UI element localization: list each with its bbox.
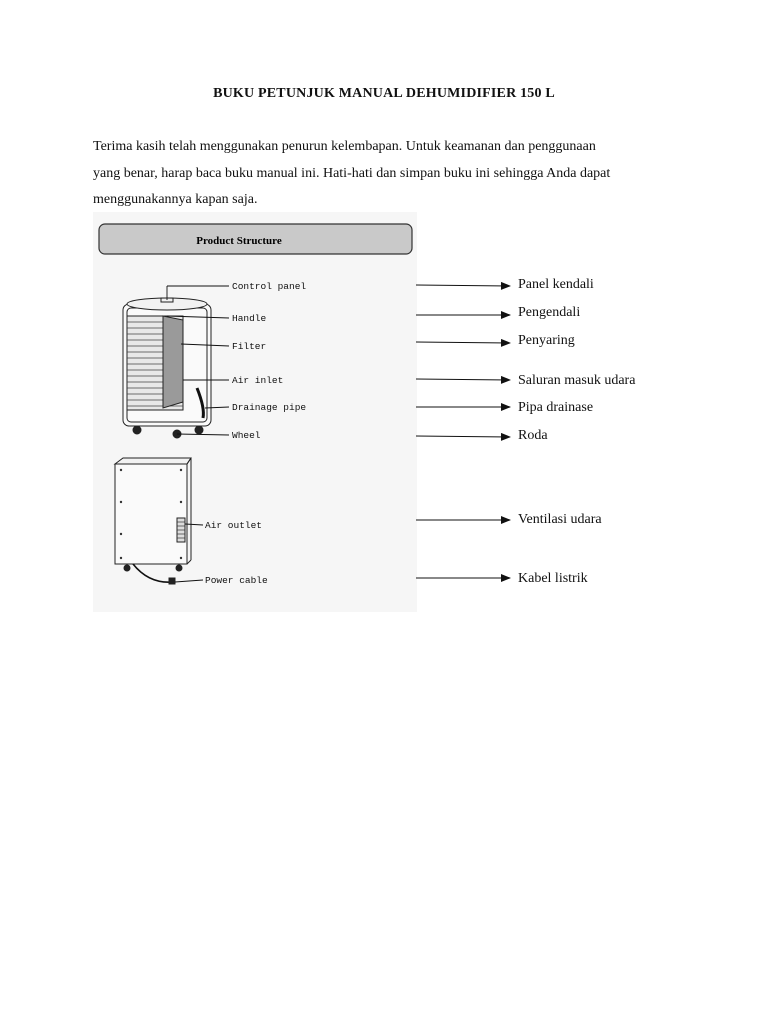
label-drainage-pipe: Drainage pipe [232,402,307,413]
label-air-inlet: Air inlet [232,375,284,386]
label-air-outlet: Air outlet [205,520,263,531]
product-structure-figure [93,212,417,612]
translation-control-panel: Panel kendali [518,277,594,292]
intro-line-3: menggunakannya kapan saja. [93,192,258,207]
label-filter: Filter [232,341,267,352]
translation-air-inlet: Saluran masuk udara [518,373,636,388]
translation-air-outlet: Ventilasi udara [518,512,602,527]
page-title: BUKU PETUNJUK MANUAL DEHUMIDIFIER 150 L [213,86,555,101]
intro-line-2: yang benar, harap baca buku manual ini. Hati-hati dan simpan buku ini sehingga Anda dapat [93,165,611,181]
arrow-filter [416,342,510,343]
intro-line-1: Terima kasih telah menggunakan penurun kelembapan. Untuk keamanan dan penggunaan [93,139,596,154]
translation-drainage-pipe: Pipa drainase [518,400,594,415]
label-control-panel: Control panel [232,281,307,292]
arrow-wheel [416,436,510,437]
dehumidifier-front-view [123,298,211,438]
translation-handle: Pengendali [518,305,581,320]
label-wheel: Wheel [232,430,261,441]
intro-paragraph [93,134,693,214]
label-handle: Handle [232,313,267,324]
figure-header: Product Structure [196,235,282,247]
dehumidifier-back-view [115,458,191,584]
translation-filter: Penyaring [518,333,575,348]
label-power-cable: Power cable [205,575,268,586]
translation-power-cable: Kabel listrik [518,571,588,586]
translation-wheel: Roda [518,428,548,443]
arrow-control-panel [416,285,510,286]
arrow-air-inlet [416,379,510,380]
figure-drawing [93,212,417,612]
